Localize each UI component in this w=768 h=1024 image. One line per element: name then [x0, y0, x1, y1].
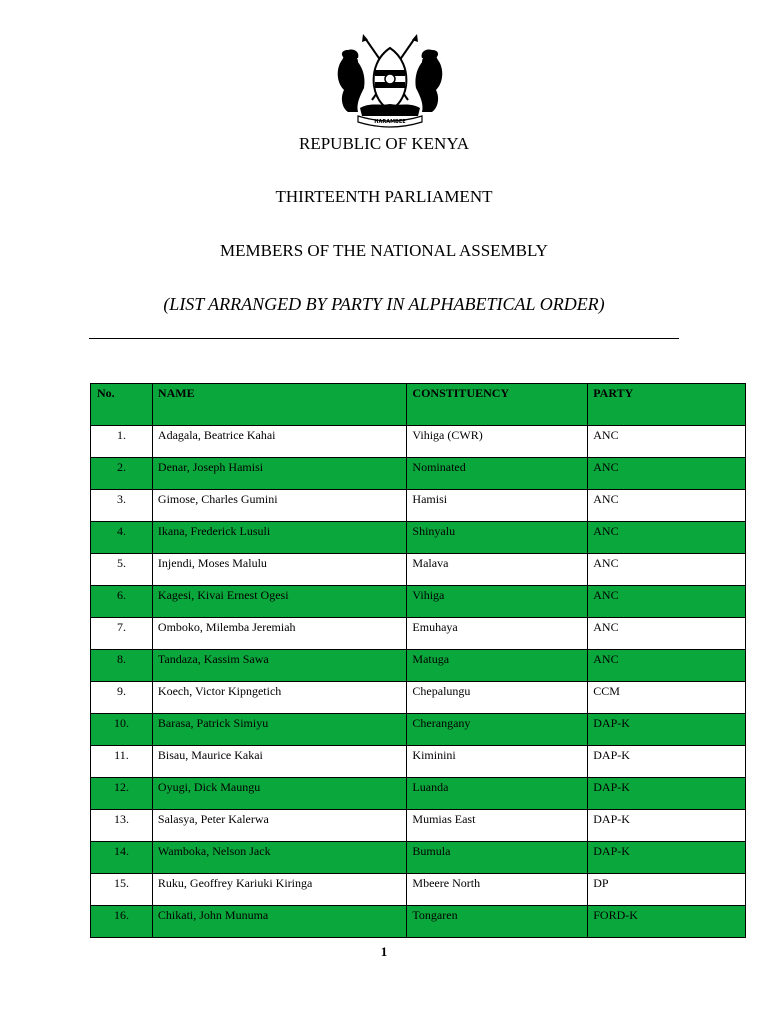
column-header-no: No.: [91, 384, 153, 426]
table-row: [91, 778, 746, 810]
column-header-party: PARTY: [588, 384, 746, 426]
cell-no: 10.: [91, 714, 153, 746]
column-header-constituency: CONSTITUENCY: [407, 384, 588, 426]
cell-party: ANC: [588, 426, 746, 458]
cell-party: DAP-K: [588, 714, 746, 746]
column-header-name: NAME: [152, 384, 407, 426]
heading-parliament: THIRTEENTH PARLIAMENT: [275, 187, 493, 206]
cell-party: DAP-K: [588, 778, 746, 810]
cell-no: 1.: [91, 426, 153, 458]
cell-party: DAP-K: [588, 746, 746, 778]
cell-constituency: Mumias East: [407, 810, 588, 842]
cell-party: ANC: [588, 458, 746, 490]
cell-name: Tandaza, Kassim Sawa: [152, 650, 407, 682]
cell-name: Barasa, Patrick Simiyu: [152, 714, 407, 746]
cell-no: 12.: [91, 778, 153, 810]
table-row: [91, 714, 746, 746]
table-row: [91, 874, 746, 906]
cell-name: Ruku, Geoffrey Kariuki Kiringa: [152, 874, 407, 906]
kenya-coat-of-arms-icon: [330, 30, 450, 130]
cell-constituency: Matuga: [407, 650, 588, 682]
table-row: [91, 586, 746, 618]
cell-no: 7.: [91, 618, 153, 650]
table-row: [91, 618, 746, 650]
cell-constituency: Bumula: [407, 842, 588, 874]
heading-members: MEMBERS OF THE NATIONAL ASSEMBLY: [220, 241, 548, 260]
cell-party: CCM: [588, 682, 746, 714]
heading-subtitle: (LIST ARRANGED BY PARTY IN ALPHABETICAL ORDER): [163, 294, 605, 314]
cell-name: Injendi, Moses Malulu: [152, 554, 407, 586]
cell-name: Ikana, Frederick Lusuli: [152, 522, 407, 554]
cell-name: Denar, Joseph Hamisi: [152, 458, 407, 490]
cell-name: Adagala, Beatrice Kahai: [152, 426, 407, 458]
table-row: [91, 746, 746, 778]
cell-party: DP: [588, 874, 746, 906]
cell-name: Omboko, Milemba Jeremiah: [152, 618, 407, 650]
cell-no: 14.: [91, 842, 153, 874]
table-row: [91, 810, 746, 842]
cell-constituency: Emuhaya: [407, 618, 588, 650]
cell-constituency: Nominated: [407, 458, 588, 490]
cell-no: 2.: [91, 458, 153, 490]
cell-name: Chikati, John Munuma: [152, 906, 407, 938]
cell-no: 8.: [91, 650, 153, 682]
cell-no: 6.: [91, 586, 153, 618]
cell-name: Bisau, Maurice Kakai: [152, 746, 407, 778]
cell-party: ANC: [588, 490, 746, 522]
page-number: 1: [380, 944, 388, 959]
cell-constituency: Vihiga (CWR): [407, 426, 588, 458]
cell-no: 3.: [91, 490, 153, 522]
cell-constituency: Malava: [407, 554, 588, 586]
cell-no: 5.: [91, 554, 153, 586]
cell-constituency: Kiminini: [407, 746, 588, 778]
heading-republic: REPUBLIC OF KENYA: [298, 134, 470, 153]
cell-party: ANC: [588, 554, 746, 586]
cell-no: 9.: [91, 682, 153, 714]
cell-party: DAP-K: [588, 842, 746, 874]
cell-no: 15.: [91, 874, 153, 906]
cell-constituency: Luanda: [407, 778, 588, 810]
table-row: [91, 906, 746, 938]
cell-constituency: Tongaren: [407, 906, 588, 938]
cell-no: 16.: [91, 906, 153, 938]
cell-party: ANC: [588, 650, 746, 682]
cell-constituency: Vihiga: [407, 586, 588, 618]
cell-name: Salasya, Peter Kalerwa: [152, 810, 407, 842]
cell-name: Gimose, Charles Gumini: [152, 490, 407, 522]
cell-no: 4.: [91, 522, 153, 554]
cell-party: ANC: [588, 618, 746, 650]
cell-constituency: Cherangany: [407, 714, 588, 746]
svg-text:HARAMBEE: HARAMBEE: [374, 119, 406, 125]
cell-constituency: Mbeere North: [407, 874, 588, 906]
table-row: [91, 522, 746, 554]
cell-party: ANC: [588, 586, 746, 618]
cell-constituency: Chepalungu: [407, 682, 588, 714]
cell-party: FORD-K: [588, 906, 746, 938]
table-row: [91, 490, 746, 522]
cell-party: ANC: [588, 522, 746, 554]
cell-name: Kagesi, Kivai Ernest Ogesi: [152, 586, 407, 618]
table-row: [91, 426, 746, 458]
table-header-row: [91, 384, 746, 426]
cell-name: Wamboka, Nelson Jack: [152, 842, 407, 874]
cell-no: 11.: [91, 746, 153, 778]
table-row: [91, 458, 746, 490]
table-row: [91, 650, 746, 682]
members-table: [90, 383, 746, 938]
table-row: [91, 842, 746, 874]
cell-constituency: Hamisi: [407, 490, 588, 522]
cell-constituency: Shinyalu: [407, 522, 588, 554]
table-row: [91, 554, 746, 586]
cell-party: DAP-K: [588, 810, 746, 842]
cell-name: Koech, Victor Kipngetich: [152, 682, 407, 714]
cell-no: 13.: [91, 810, 153, 842]
divider: [89, 338, 679, 339]
cell-name: Oyugi, Dick Maungu: [152, 778, 407, 810]
table-row: [91, 682, 746, 714]
